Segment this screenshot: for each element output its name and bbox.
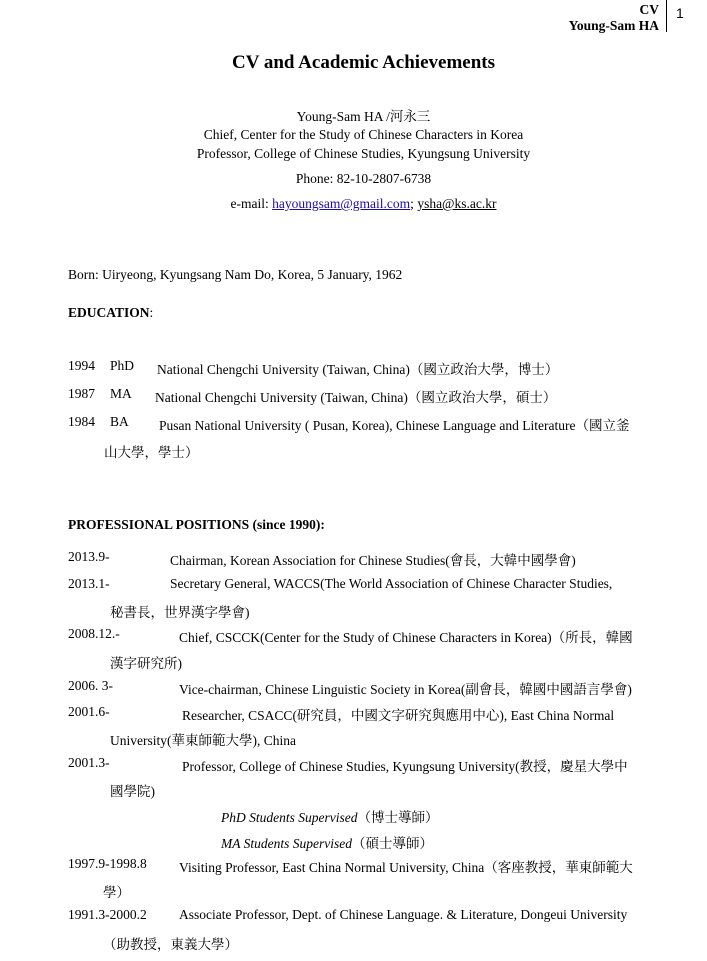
contact-name: Young-Sam HA /河永三: [296, 109, 431, 124]
position-title-continued: 學）: [103, 885, 130, 900]
header-divider: [666, 0, 667, 32]
ma-supervision-label: MA Students Supervised: [221, 836, 352, 851]
ma-supervision-cn: （碩士導師）: [351, 836, 433, 851]
position-title: Researcher, CSACC(研究員，中國文字研究與應用中心), East China Normal: [182, 708, 615, 723]
position-date: 2013.1-: [68, 576, 110, 591]
position-title-continued: 秘書長，世界漢字學會): [110, 605, 250, 620]
contact-position-2: Professor, College of Chinese Studies, Kyungsung University: [196, 146, 531, 161]
position-title: Secretary General, WACCS(The World Association of Chinese Character Studies,: [170, 576, 613, 591]
position-title: Professor, College of Chinese Studies, Kyungsung University(教授，慶星大學中: [182, 759, 628, 774]
document-title: CV and Academic Achievements: [232, 52, 495, 73]
phd-supervision-cn: （博士導師）: [357, 810, 439, 825]
education-institution-continued: 山大學，學士）: [104, 445, 199, 460]
position-date: 2013.9-: [68, 549, 110, 564]
email-link-ks[interactable]: ysha@ks.ac.kr: [417, 196, 497, 211]
position-title: Chief, CSCCK(Center for the Study of Chinese Characters in Korea)（所長，韓國: [179, 630, 633, 645]
phd-supervision: [221, 806, 438, 826]
position-title: Visiting Professor, East China Normal University, China（客座教授，華東師範大: [179, 860, 633, 875]
education-institution: National Chengchi University (Taiwan, China)（國立政治大學，博士）: [157, 362, 559, 377]
education-heading-text: EDUCATION: [68, 305, 150, 320]
education-year: 1987: [68, 386, 95, 401]
education-heading-colon: :: [149, 305, 154, 320]
ma-supervision: [221, 832, 433, 852]
born-line: Born: Uiryeong, Kyungsang Nam Do, Korea, 5 January, 1962: [68, 267, 403, 282]
page-number: 1: [676, 5, 684, 21]
education-year: 1994: [68, 358, 95, 373]
education-institution: Pusan National University ( Pusan, Korea), Chinese Language and Literature（國立釜: [159, 418, 630, 433]
positions-heading: PROFESSIONAL POSITIONS (since 1990):: [68, 517, 325, 532]
position-title-continued: 國學院): [110, 784, 155, 799]
contact-email-line: [0, 196, 707, 212]
position-date: 1997.9-1998.8: [68, 856, 147, 871]
contact-phone: Phone: 82-10-2807-6738: [295, 171, 432, 186]
email-link-gmail[interactable]: hayoungsam@gmail.com: [272, 196, 411, 211]
position-date: 1991.3-2000.2: [68, 907, 147, 922]
header-author-name: Young-Sam HA: [568, 18, 659, 33]
position-title: Chairman, Korean Association for Chinese Studies(會長，大韓中國學會): [170, 553, 576, 568]
position-title-continued: （助教授，東義大學）: [103, 937, 238, 952]
position-date: 2001.6-: [68, 704, 110, 719]
education-institution: National Chengchi University (Taiwan, China)（國立政治大學，碩士）: [155, 390, 557, 405]
position-title-continued: University(華東師範大學), China: [110, 733, 296, 748]
position-date: 2008.12.-: [68, 626, 120, 641]
position-date: 2006. 3-: [68, 678, 113, 693]
contact-position-1: Chief, Center for the Study of Chinese Characters in Korea: [203, 127, 524, 142]
education-degree: MA: [110, 386, 132, 401]
header-cv-label: CV: [639, 2, 659, 17]
position-title-continued: 漢字研究所): [110, 656, 182, 671]
education-degree: PhD: [110, 358, 135, 373]
education-year: 1984: [68, 414, 95, 429]
phd-supervision-label: PhD Students Supervised: [221, 810, 358, 825]
position-title: Vice-chairman, Chinese Linguistic Society in Korea(副會長，韓國中國語言學會): [179, 682, 632, 697]
education-degree: BA: [110, 414, 129, 429]
email-prefix: e-mail:: [230, 196, 273, 211]
email-separator: ;: [410, 196, 418, 211]
education-heading: [68, 305, 153, 321]
position-date: 2001.3-: [68, 755, 110, 770]
position-title: Associate Professor, Dept. of Chinese Language. & Literature, Dongeui University: [179, 907, 628, 922]
